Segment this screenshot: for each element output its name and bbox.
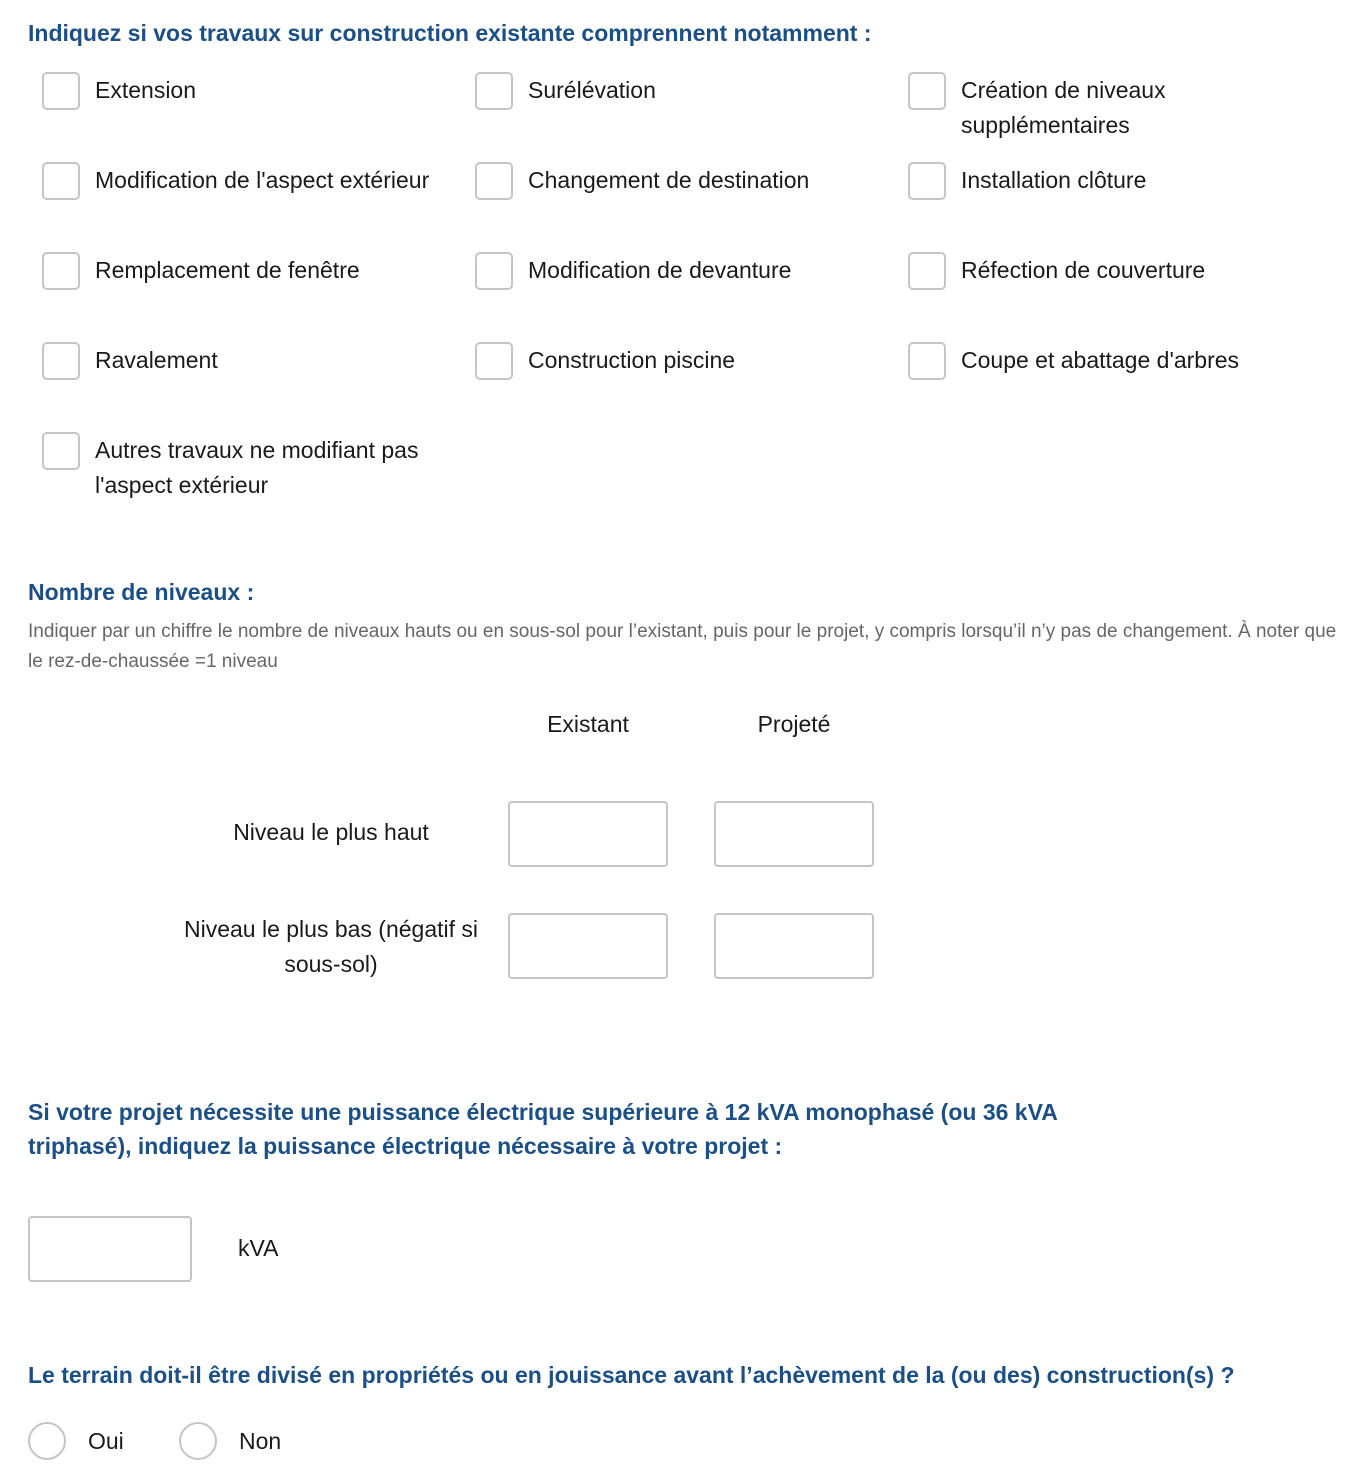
- checkbox-label: Modification de l'aspect extérieur: [95, 167, 430, 193]
- radio-non[interactable]: [179, 1422, 281, 1460]
- checkbox-box[interactable]: [475, 342, 513, 380]
- works-question-title: Indiquez si vos travaux sur construction existante comprennent notamment :: [28, 20, 872, 46]
- checkbox-label: Coupe et abattage d'arbres: [961, 347, 1240, 373]
- checkbox-label: Surélévation: [528, 77, 656, 103]
- radio-label: Non: [239, 1427, 282, 1454]
- power-unit-label: kVA: [238, 1235, 279, 1261]
- checkbox-surelevation[interactable]: [475, 72, 895, 110]
- highest-existing-input[interactable]: [508, 801, 668, 867]
- checkbox-modification-aspect[interactable]: [42, 162, 442, 200]
- checkbox-label: Ravalement: [95, 347, 218, 373]
- checkbox-box[interactable]: [908, 252, 946, 290]
- checkbox-box[interactable]: [908, 72, 946, 110]
- levels-title: Nombre de niveaux :: [28, 579, 255, 605]
- column-header-projete: Projeté: [757, 711, 831, 737]
- checkbox-creation-niveaux[interactable]: [908, 72, 1238, 143]
- levels-description: Indiquer par un chiffre le nombre de niveaux hauts ou en sous-sol pour l’existant, puis pour le projet, y compris lorsqu’il n’y pas de changement. À noter que le rez-de-chaussée =1 niveau: [28, 621, 1337, 672]
- checkbox-label: Modification de devanture: [528, 257, 792, 283]
- checkbox-box[interactable]: [42, 342, 80, 380]
- checkbox-installation-cloture[interactable]: [908, 162, 1328, 200]
- checkbox-label: Installation clôture: [961, 167, 1147, 193]
- checkbox-box[interactable]: [475, 162, 513, 200]
- row-label-lowest: Niveau le plus bas (négatif si sous-sol): [183, 916, 479, 977]
- checkbox-refection-couverture[interactable]: [908, 252, 1328, 290]
- lowest-existing-input[interactable]: [508, 913, 668, 979]
- checkbox-box[interactable]: [42, 72, 80, 110]
- checkbox-label: Changement de destination: [528, 167, 810, 193]
- lowest-projected-input[interactable]: [714, 913, 874, 979]
- checkbox-construction-piscine[interactable]: [475, 342, 895, 380]
- highest-projected-input[interactable]: [714, 801, 874, 867]
- power-input[interactable]: [28, 1216, 192, 1282]
- radio-circle[interactable]: [179, 1422, 217, 1460]
- checkbox-box[interactable]: [908, 162, 946, 200]
- checkbox-modification-devanture[interactable]: [475, 252, 895, 290]
- checkbox-label: Réfection de couverture: [961, 257, 1206, 283]
- checkbox-changement-destination[interactable]: [475, 162, 895, 200]
- division-question-title: Le terrain doit-il être divisé en propriétés ou en jouissance avant l’achèvement de la (ou des) construction(s) ?: [28, 1362, 1235, 1388]
- checkbox-autres-travaux[interactable]: [42, 432, 482, 503]
- checkbox-box[interactable]: [42, 252, 80, 290]
- checkbox-box[interactable]: [908, 342, 946, 380]
- checkbox-extension[interactable]: [42, 72, 462, 110]
- checkbox-label: Autres travaux ne modifiant pas l'aspect extérieur: [95, 437, 419, 498]
- checkbox-box[interactable]: [475, 252, 513, 290]
- checkbox-label: Création de niveaux supplémentaires: [961, 77, 1166, 138]
- checkbox-label: Construction piscine: [528, 347, 736, 373]
- checkbox-box[interactable]: [42, 162, 80, 200]
- radio-label: Oui: [88, 1427, 124, 1454]
- checkbox-remplacement-fenetre[interactable]: [42, 252, 462, 290]
- column-header-existant: Existant: [547, 711, 629, 737]
- checkbox-coupe-abattage[interactable]: [908, 342, 1348, 380]
- checkbox-ravalement[interactable]: [42, 342, 462, 380]
- row-label-highest: Niveau le plus haut: [233, 819, 429, 845]
- checkbox-label: Remplacement de fenêtre: [95, 257, 360, 283]
- checkbox-box[interactable]: [42, 432, 80, 470]
- radio-circle[interactable]: [28, 1422, 66, 1460]
- checkbox-label: Extension: [95, 77, 197, 103]
- checkbox-box[interactable]: [475, 72, 513, 110]
- radio-oui[interactable]: [28, 1422, 124, 1460]
- power-question-title: Si votre projet nécessite une puissance électrique supérieure à 12 kVA monophasé (ou 36 kVA triphasé), indiquez la puissance électrique nécessaire à votre projet :: [28, 1099, 1057, 1159]
